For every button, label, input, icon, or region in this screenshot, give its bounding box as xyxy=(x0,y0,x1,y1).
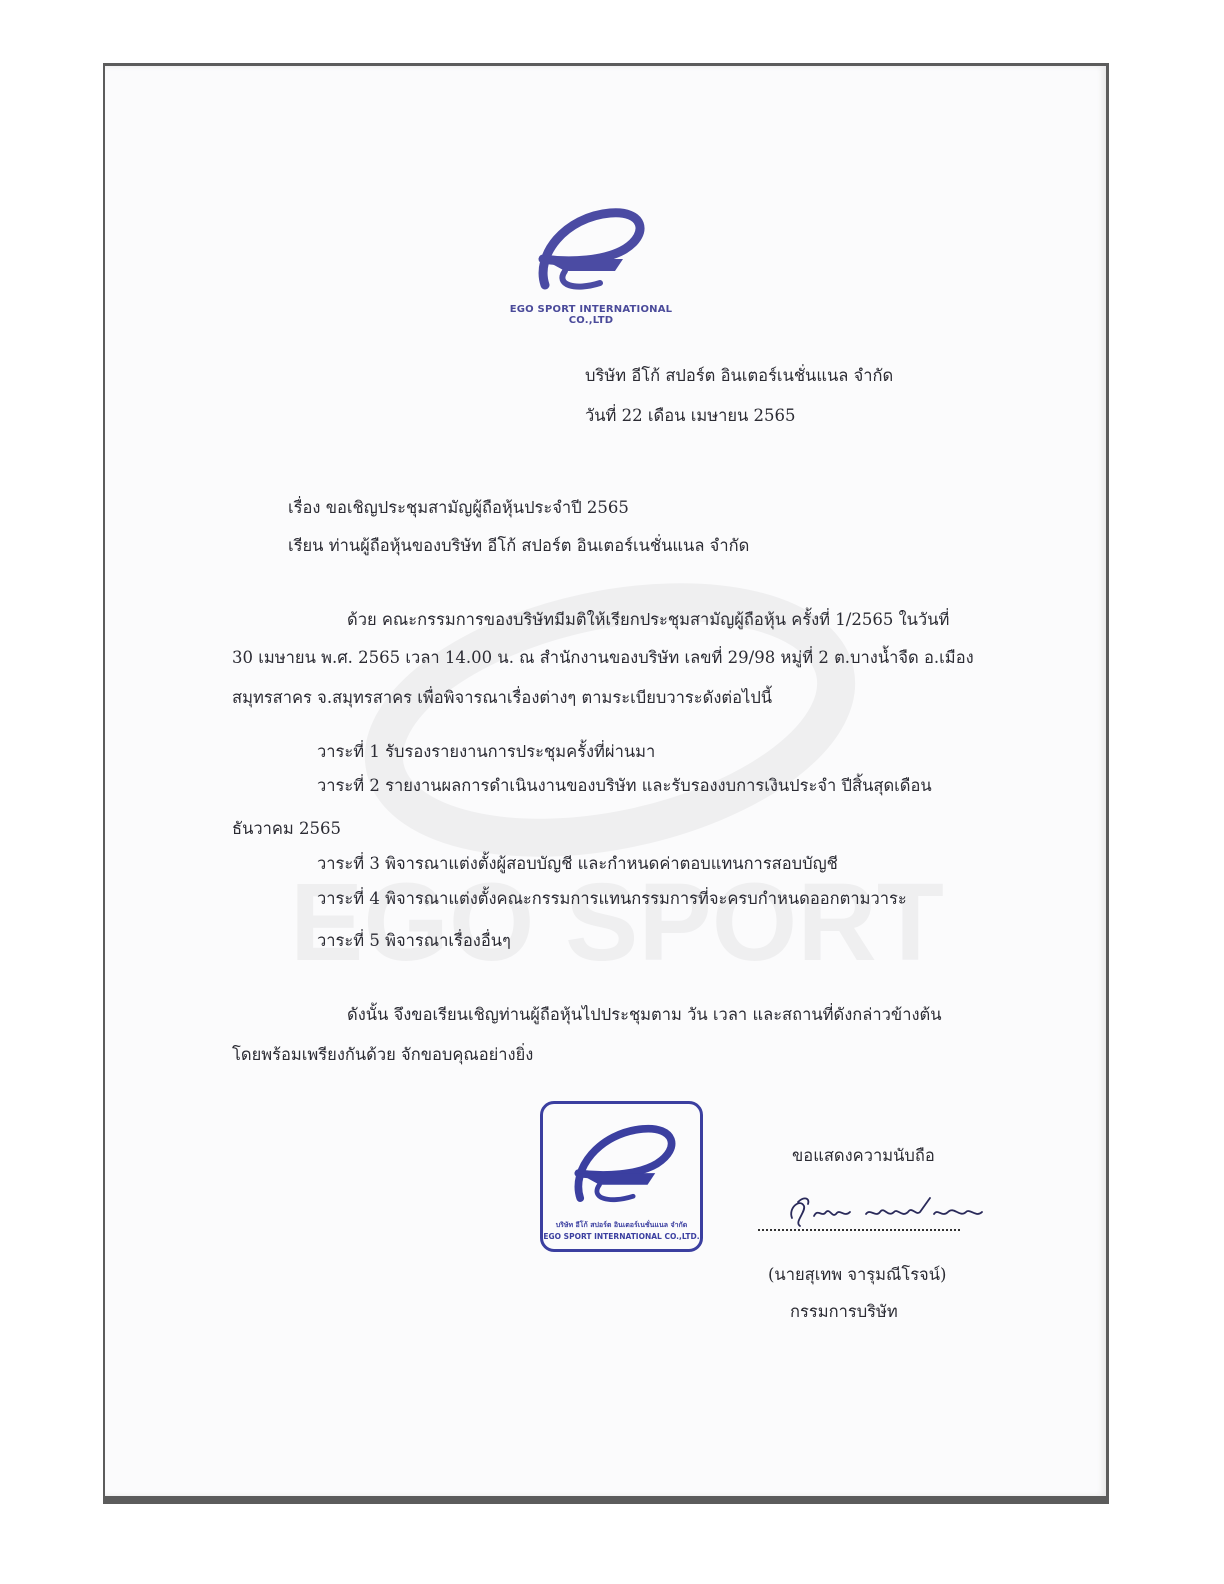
company-stamp xyxy=(540,1101,703,1252)
svg-text:EGO SPORT xyxy=(290,861,944,980)
stamp-english-name: EGO SPORT INTERNATIONAL CO.,LTD. xyxy=(543,1232,700,1241)
agenda-item-2-continuation: ธันวาคม 2565 xyxy=(232,819,342,838)
agenda-item-4: วาระที่ 4 พิจารณาแต่งตั้งคณะกรรมการแทนกรรมการที่จะครบกำหนดออกตามวาระ xyxy=(317,889,907,908)
agenda-item-1: วาระที่ 1 รับรองรายงานการประชุมครั้งที่ผ่านมา xyxy=(317,742,656,761)
header-company: บริษัท อีโก้ สปอร์ต อินเตอร์เนชั่นแนล จำกัด xyxy=(585,366,894,385)
closing-line-2: โดยพร้อมเพรียงกันด้วย จักขอบคุณอย่างยิ่ง xyxy=(232,1045,534,1064)
subject-line: เรื่อง ขอเชิญประชุมสามัญผู้ถือหุ้นประจำปี 2565 xyxy=(288,498,629,517)
agenda-item-3: วาระที่ 3 พิจารณาแต่งตั้งผู้สอบบัญชี และกำหนดค่าตอบแทนการสอบบัญชี xyxy=(317,854,838,873)
agenda-item-5: วาระที่ 5 พิจารณาเรื่องอื่นๆ xyxy=(317,931,511,950)
body-line-2: 30 เมษายน พ.ศ. 2565 เวลา 14.00 น. ณ สำนักงานของบริษัท เลขที่ 29/98 หมู่ที่ 2 ต.บางน้ำจืด อ.เมือง xyxy=(232,648,974,667)
signer-name: (นายสุเทพ จารุมณีโรจน์) xyxy=(768,1265,947,1284)
ego-logo-icon xyxy=(525,205,655,295)
signature-regards: ขอแสดงความนับถือ xyxy=(792,1146,935,1165)
signature-line xyxy=(758,1229,960,1231)
agenda-item-2: วาระที่ 2 รายงานผลการดำเนินงานของบริษัท และรับรองงบการเงินประจำ ปีสิ้นสุดเดือน xyxy=(317,776,932,795)
body-line-3: สมุทรสาคร จ.สมุทรสาคร เพื่อพิจารณาเรื่องต่างๆ ตามระเบียบวาระดังต่อไปนี้ xyxy=(232,688,773,707)
handwritten-signature xyxy=(770,1188,1000,1232)
stamp-thai-name: บริษัท อีโก้ สปอร์ต อินเตอร์เนชั่นแนล จำกัด xyxy=(555,1221,688,1229)
logo-caption: EGO SPORT INTERNATIONAL CO.,LTD xyxy=(509,304,673,326)
signer-position: กรรมการบริษัท xyxy=(790,1302,898,1321)
closing-line-1: ดังนั้น จึงขอเรียนเชิญท่านผู้ถือหุ้นไปประชุมตาม วัน เวลา และสถานที่ดังกล่าวข้างต้น xyxy=(347,1005,942,1024)
body-line-1: ด้วย คณะกรรมการของบริษัทมีมติให้เรียกประชุมสามัญผู้ถือหุ้น ครั้งที่ 1/2565 ในวันที่ xyxy=(347,610,950,629)
header-date: วันที่ 22 เดือน เมษายน 2565 xyxy=(585,406,796,425)
addressee-line: เรียน ท่านผู้ถือหุ้นของบริษัท อีโก้ สปอร์ต อินเตอร์เนชั่นแนล จำกัด xyxy=(288,536,750,555)
stamp-logo-icon xyxy=(561,1112,686,1217)
